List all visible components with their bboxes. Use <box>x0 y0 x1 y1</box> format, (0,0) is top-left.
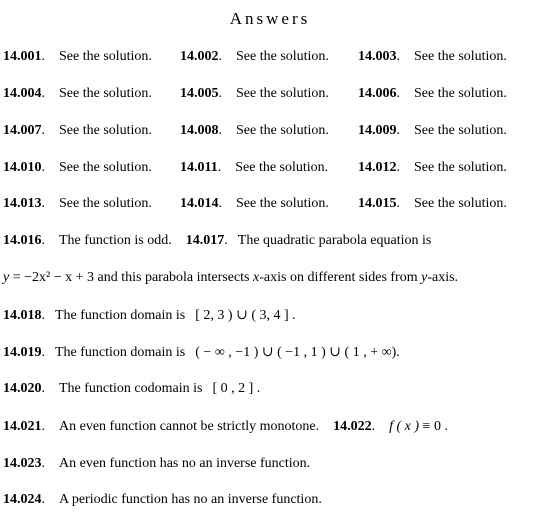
answer-text: See the solution. <box>414 49 507 64</box>
answer-number: 14.020 <box>3 381 42 396</box>
answer-text: An even function has no an inverse function. <box>59 456 311 471</box>
answer-number: 14.001 <box>3 49 42 64</box>
answer-number: 14.017 <box>185 233 225 248</box>
answer-14-020: 14.020. The function codomain is [ 0 , 2 ] . <box>3 381 261 396</box>
answer-entry: 14.002. See the solution. <box>180 49 329 64</box>
axis-variable: y <box>421 270 428 285</box>
answer-number: 14.015 <box>358 196 397 211</box>
answer-text: See the solution. <box>59 160 152 175</box>
answer-entry: 14.005. See the solution. <box>180 86 329 101</box>
answer-text: An even function cannot be strictly monotone. <box>59 419 320 434</box>
answer-14-018: 14.018. The function domain is [ 2, 3 ) ∪ ( 3, 4 ] . <box>3 308 296 323</box>
answer-number: 14.014 <box>180 196 219 211</box>
answer-entry: 14.015. See the solution. <box>358 196 507 211</box>
answer-number: 14.010 <box>3 160 42 175</box>
answer-number: 14.009 <box>358 123 397 138</box>
answer-number: 14.011 <box>180 160 218 175</box>
answer-value: ( − ∞ , −1 ) ∪ ( −1 , 1 ) ∪ ( 1 , + ∞). <box>195 345 400 360</box>
answer-text: -axis on different sides from <box>259 270 418 285</box>
answer-text: See the solution. <box>414 123 507 138</box>
answer-value: [ 0 , 2 ] . <box>212 381 261 396</box>
answer-number: 14.019 <box>3 345 42 360</box>
answer-text: See the solution. <box>236 123 329 138</box>
answer-text: See the solution. <box>236 86 329 101</box>
answer-entry: 14.008. See the solution. <box>180 123 329 138</box>
answer-entry: 14.013. See the solution. <box>3 196 152 211</box>
axis-variable: x <box>253 270 260 285</box>
answer-number: 14.012 <box>358 160 397 175</box>
answer-14-016-017: 14.016. The function is odd. 14.017. The quadratic parabola equation is <box>3 233 432 248</box>
answer-entry: 14.012. See the solution. <box>358 160 507 175</box>
answer-14-021-022: 14.021. An even function cannot be strictly monotone. 14.022. f ( x ) ≡ 0 . <box>3 419 448 434</box>
answer-number: 14.007 <box>3 123 42 138</box>
answer-entry: 14.010. See the solution. <box>3 160 152 175</box>
answer-number: 14.016 <box>3 233 42 248</box>
answer-text: The quadratic parabola equation is <box>237 233 432 248</box>
answer-entry: 14.004. See the solution. <box>3 86 152 101</box>
answer-number: 14.005 <box>180 86 219 101</box>
answer-number: 14.002 <box>180 49 219 64</box>
answer-text: and this parabola intersects <box>97 270 250 285</box>
answer-entry: 14.011. See the solution. <box>180 160 329 175</box>
page-title: Answers <box>229 9 311 28</box>
answer-text: The function domain is <box>55 308 186 323</box>
answer-text: See the solution. <box>59 196 152 211</box>
answer-text: See the solution. <box>59 123 152 138</box>
answer-14-017-continued <box>3 270 458 286</box>
answer-number: 14.003 <box>358 49 397 64</box>
answer-text: See the solution. <box>59 49 152 64</box>
answer-entry: 14.009. See the solution. <box>358 123 507 138</box>
answer-number: 14.024 <box>3 492 42 507</box>
answer-text: See the solution. <box>414 86 507 101</box>
answer-value: ≡ 0 . <box>422 419 448 434</box>
answer-14-019: 14.019. The function domain is ( − ∞ , −1 ) ∪ ( −1 , 1 ) ∪ ( 1 , + ∞). <box>3 345 400 360</box>
answer-number: 14.013 <box>3 196 42 211</box>
answer-text: The function is odd. <box>59 233 172 248</box>
answer-text: See the solution. <box>414 160 507 175</box>
answer-text: See the solution. <box>236 196 329 211</box>
answer-entry: 14.001. See the solution. <box>3 49 152 64</box>
answer-text: See the solution. <box>414 196 507 211</box>
answer-entry: 14.007. See the solution. <box>3 123 152 138</box>
function-name: f ( x ) <box>389 419 420 434</box>
answer-number: 14.018 <box>3 308 42 323</box>
answer-value: [ 2, 3 ) ∪ ( 3, 4 ] . <box>195 308 296 323</box>
equation: = −2x² − x + 3 <box>12 270 94 285</box>
answer-entry: 14.003. See the solution. <box>358 49 507 64</box>
answer-entry: 14.014. See the solution. <box>180 196 329 211</box>
answer-number: 14.008 <box>180 123 219 138</box>
answer-text: The function codomain is <box>59 381 203 396</box>
answer-number: 14.004 <box>3 86 42 101</box>
answer-entry: 14.006. See the solution. <box>358 86 507 101</box>
answer-number: 14.023 <box>3 456 42 471</box>
answer-14-024: 14.024. A periodic function has no an inverse function. <box>3 492 322 507</box>
answer-14-023: 14.023. An even function has no an inverse function. <box>3 456 311 471</box>
answer-text: See the solution. <box>235 160 329 175</box>
answer-text: See the solution. <box>59 86 152 101</box>
answer-number: 14.021 <box>3 419 42 434</box>
answer-text: The function domain is <box>55 345 186 360</box>
answer-number: 14.006 <box>358 86 397 101</box>
equation-variable: y <box>3 270 10 285</box>
answer-text: A periodic function has no an inverse function. <box>59 492 322 507</box>
answer-text: See the solution. <box>236 49 329 64</box>
answer-text: -axis. <box>427 270 459 285</box>
answer-number: 14.022 <box>333 419 372 434</box>
